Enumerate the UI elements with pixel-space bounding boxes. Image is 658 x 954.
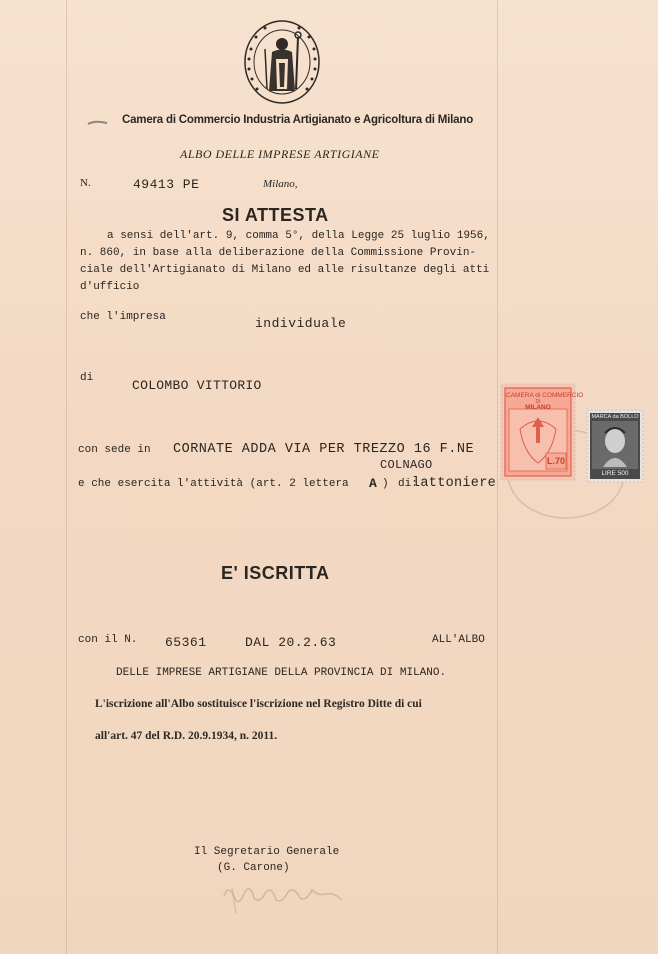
address-label: con sede in	[78, 444, 151, 456]
impresa-label: che l'impresa	[80, 311, 166, 323]
signatory-title: Il Segretario Generale	[194, 846, 340, 858]
chamber-revenue-stamp	[500, 383, 584, 481]
attestation-line-1: a sensi dell'art. 9, comma 5°, della Legge 25 luglio 1956,	[107, 230, 490, 242]
impresa-type: individuale	[255, 316, 347, 331]
registration-note-line-1: L'iscrizione all'Albo sostituisce l'iscrizione nel Registro Ditte di cui	[95, 698, 422, 710]
activity-di-label: di:	[398, 478, 418, 490]
owner-name: COLOMBO VITTORIO	[132, 378, 262, 393]
albo-label: ALL'ALBO	[432, 634, 485, 646]
bollo-stamp-value: LIRE 500	[601, 470, 629, 477]
reference-number: 49413 PE	[133, 177, 200, 192]
attestation-title: SI ATTESTA	[222, 205, 329, 225]
registration-number: 65361	[165, 635, 207, 650]
registration-number-label: con il N.	[78, 634, 138, 646]
register-name: ALBO DELLE IMPRESE ARTIGIANE	[180, 147, 380, 161]
reference-label: N.	[80, 177, 91, 189]
attestation-line-3: ciale dell'Artigianato di Milano ed alle risultanze degli atti	[80, 264, 490, 276]
fold-line-left	[66, 0, 67, 954]
activity-letter: A	[369, 476, 377, 491]
bollo-stamp-header: MARCA da BOLLO	[591, 414, 639, 420]
ink-mark	[87, 114, 109, 122]
signatory-name: (G. Carone)	[217, 862, 290, 874]
address-value: CORNATE ADDA VIA PER TREZZO 16 F.NE	[173, 442, 475, 457]
fold-line-right	[497, 0, 498, 954]
place-label: Milano,	[263, 178, 298, 190]
revenue-stamp-bollo	[586, 409, 644, 483]
registration-title: E' ISCRITTA	[221, 563, 330, 583]
chamber-stamp-sub: DI	[535, 399, 541, 405]
address-locality: COLNAGO	[380, 458, 433, 472]
owner-label: di	[80, 372, 94, 384]
chamber-stamp-value: L.70	[547, 456, 566, 466]
activity-value: lattoniere	[412, 476, 497, 491]
registration-date: DAL 20.2.63	[245, 635, 337, 650]
activity-label: e che esercita l'attività (art. 2 lettera	[78, 478, 349, 490]
chamber-stamp-city: MILANO	[525, 404, 551, 411]
activity-label-close: )	[382, 478, 389, 490]
organization-name: Camera di Commercio Industria Artigianato e Agricoltura di Milano	[122, 114, 474, 126]
registration-note-line-2: all'art. 47 del R.D. 20.9.1934, n. 2011.	[95, 730, 278, 742]
saint-ambrose-seal-icon	[243, 19, 321, 105]
attestation-line-4: d'ufficio	[80, 281, 140, 293]
handwritten-signature	[214, 874, 354, 922]
attestation-line-2: n. 860, in base alla deliberazione della Commissione Provin-	[80, 247, 477, 259]
chamber-stamp-header: CAMERA di COMMERCIO	[506, 392, 584, 399]
province-register-line: DELLE IMPRESE ARTIGIANE DELLA PROVINCIA DI MILANO.	[116, 667, 447, 679]
